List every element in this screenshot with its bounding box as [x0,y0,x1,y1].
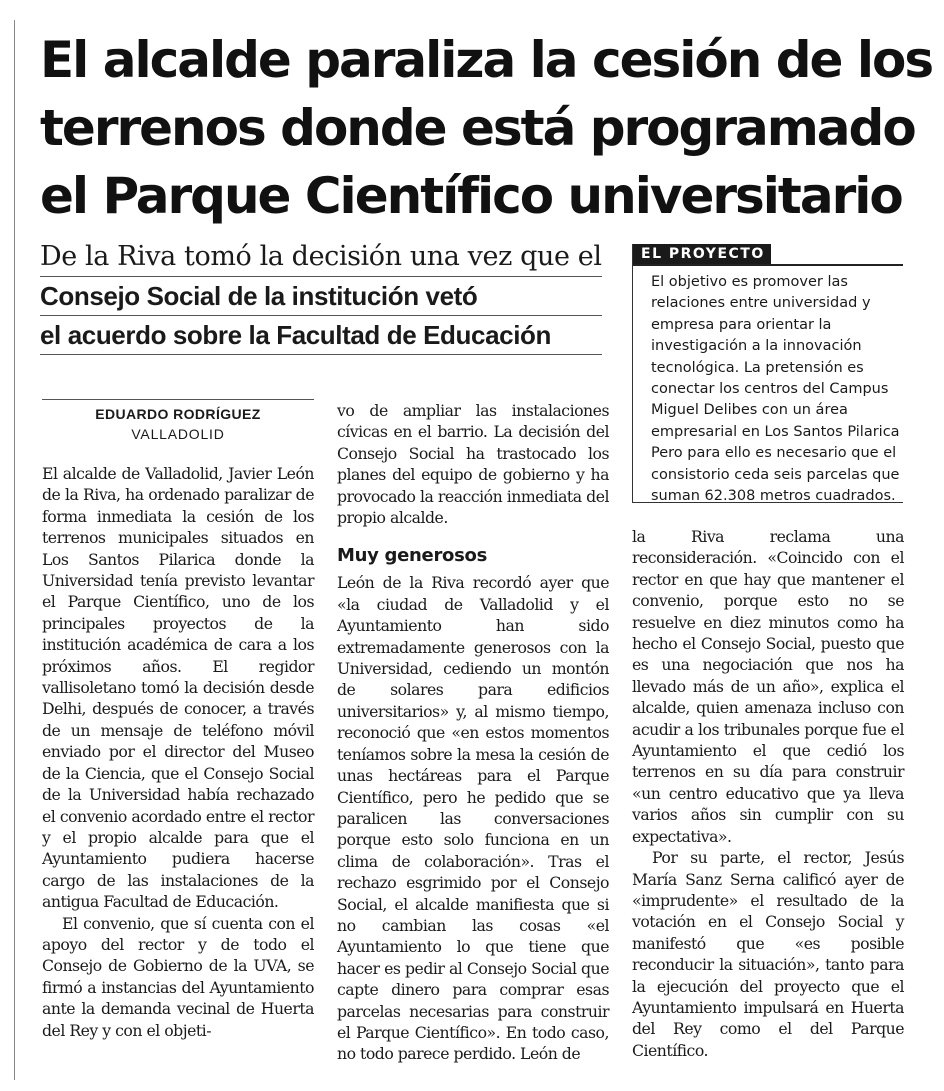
sidebar-rule [633,264,903,266]
section-subtitle: Muy generosos [337,545,487,567]
sidebar-tag: EL PROYECTO [633,244,771,264]
body-paragraph: Por su parte, el rector, Jesús María Sanz Serna calificó ayer de «imprudente» el resultado de la votación en el Consejo Social y manifestó que «es posible reconducir la situación», tanto para la ejecución del proyecto que el Ayuntamiento impulsará en Huerta del Rey como el del Parque Científico. [632,848,904,1060]
body-paragraph: la Riva reclama una reconsideración. «Coincido con el rector en que hay que mantener el convenio, porque esto no se resuelve en diez minutos como ha hecho el Consejo Social, puesto que es una negociación que nos ha llevado más de un año», explica el alcalde, quien amenaza incluso con acudir a los tribunales porque fue el Ayuntamiento el que cedió los terrenos en su día para construir «un centro educativo que ya lleva varios años sin cumplir con su expectativa». [632,527,904,846]
body-paragraph: El convenio, que sí cuenta con el apoyo del rector y de todo el Consejo de Gobierno de la UVA, se firmó a instancias del Ayuntamiento ante la demanda vecinal de Huerta del Rey y con el objeti- [42,913,314,1040]
subheadline-line-3: el acuerdo sobre la Facultad de Educación [40,316,602,355]
page-edge-rule [14,20,15,1080]
body-column-1 [42,463,314,1041]
body-paragraph: vo de ampliar las instalaciones cívicas en el barrio. La decisión del Consejo Social ha trastocado los planes del equipo de gobierno y ha provocado la reacción inmediata del propio alcalde. [337,401,609,528]
body-paragraph: El alcalde de Valladolid, Javier León de la Riva, ha ordenado paralizar de forma inmediata la cesión de los terrenos municipales situados en Los Santos Pilarica donde la Universidad tenía previsto levantar el Parque Científico, uno de los principales proyectos de la institución académica de cara a los próximos años. El regidor vallisoletano tomó la decisión desde Delhi, después de conocer, a través de un mensaje de teléfono móvil enviado por el director del Museo de la Ciencia, que el Consejo Social de la Universidad había rechazado el convenio acordado entre el rector y el propio alcalde para que el Ayuntamiento pudiera hacerse cargo de las instalaciones de la antigua Facultad de Educación. [42,464,314,912]
headline-line-1: El alcalde paraliza la cesión de los [40,31,933,89]
byline-location: VALLADOLID [131,426,225,442]
body-paragraph: León de la Riva recordó ayer que «la ciudad de Valladolid y el Ayuntamiento han sido extremadamente generosos con la Universidad, cediendo un montón de solares para edificios universitarios» y, al mismo tiempo, reconoció que «en estos momentos teníamos sobre la mesa la cesión de unas hectáreas para el Parque Científico, pero he pedido que se paralicen las conversaciones porque esto solo funciona en un clima de colaboración». Tras el rechazo esgrimido por el Consejo Social, el alcalde manifiesta que si no cambian las cosas «el Ayuntamiento lo que tiene que hacer es pedir al Consejo Social que capte dinero para comprar esas parcelas necesarias para construir el Parque Científico». En todo caso, no todo parece perdido. León de [337,573,609,1064]
subheadline-line-1: De la Riva tomó la decisión una vez que el [40,238,602,277]
body-column-3 [632,526,904,1061]
byline-author: EDUARDO RODRÍGUEZ [95,406,261,422]
subheadline [40,238,602,355]
headline [40,26,933,230]
sidebar-text: El objetivo es promover las relaciones entre universidad y empresa para orientar la investigación a la innovación tecnológica. La pretensión es conectar los centros del Campus Miguel Delibes con un área empresarial en Los Santos Pilarica Pero para ello es necesario que el consistorio ceda seis parcelas que suman 62.308 metros cuadrados. [651,274,900,505]
headline-line-2: terrenos donde está programado [40,99,915,157]
sidebar-box [632,244,903,503]
byline [42,399,314,444]
body-column-2 [337,400,609,1065]
subheadline-line-2: Consejo Social de la institución vetó [40,277,602,316]
headline-line-3: el Parque Científico universitario [40,167,902,225]
